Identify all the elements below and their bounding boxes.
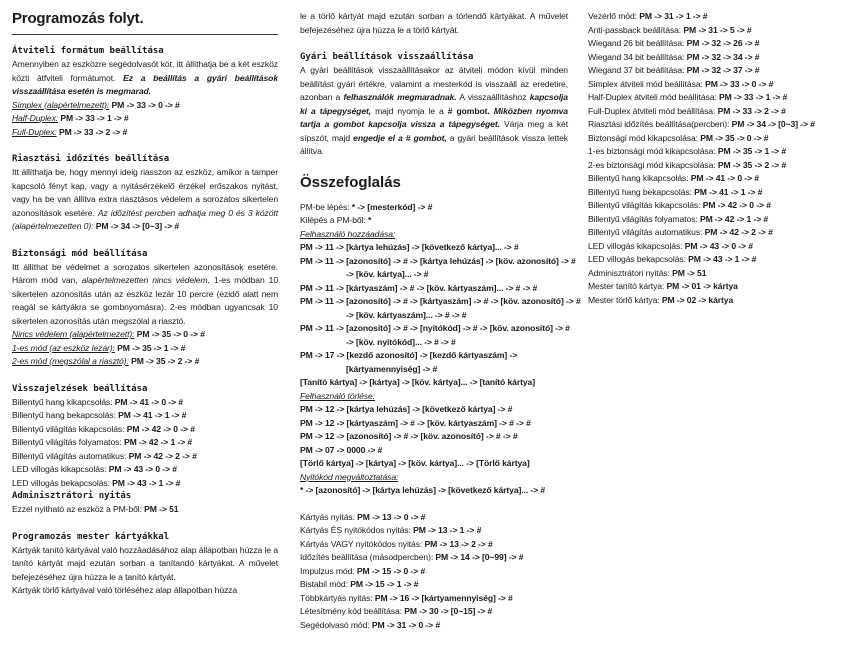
- command-line: [588, 199, 850, 213]
- text: majd nyomja le a: [375, 105, 444, 116]
- command: PM -> 35 -> 2 -> #: [131, 356, 200, 366]
- command: PM -> 33 -> 2 -> #: [58, 126, 128, 137]
- paragraph: Kártyák törlő kártyával való törléséhez alap állapotban húzza: [12, 585, 238, 595]
- command: PM -> 42 -> 2 -> #: [704, 227, 773, 237]
- label: PM-be lépés:: [300, 201, 350, 212]
- label: Billentyű világítás kikapcsolás:: [12, 423, 125, 434]
- command-line: [300, 538, 568, 552]
- command: PM -> 13 -> 0 -> #: [357, 511, 426, 522]
- label: Impulzus mód:: [300, 565, 355, 576]
- command-line: [588, 172, 850, 186]
- command-line: [588, 213, 850, 227]
- command: PM -> 32 -> 37 -> #: [686, 65, 760, 75]
- spacer: [300, 498, 568, 511]
- label: Full-Duplex átviteli mód beállítása:: [588, 105, 716, 116]
- label: Vezérlő mód:: [588, 11, 637, 21]
- command-line: PM -> 07 -> 0000 -> #: [300, 444, 383, 455]
- command-line: [588, 105, 850, 119]
- subheading: Felhasználó törlése:: [300, 390, 375, 401]
- command-line: [588, 24, 850, 38]
- emphasis-text: Miközben nyomva tartja a gombot kapcsolja vissza a tápegységet.: [300, 105, 568, 129]
- section-heading: Programozás mester kártyákkal: [12, 531, 170, 542]
- label: 2-es mód (megszólal a riasztó):: [12, 356, 129, 366]
- label: Simplex (alapértelmezett):: [12, 99, 110, 110]
- command: PM -> 51: [144, 504, 179, 514]
- command-line: PM -> 12 -> [kártya lehúzás] -> [következő kártya] -> #: [300, 404, 513, 414]
- label: Időzítés beállítása (másodpercben):: [300, 552, 434, 562]
- label: Billentyű hang kikapcsolás:: [588, 173, 689, 183]
- label: Riasztási időzítés beállítása(percben):: [588, 119, 730, 129]
- text: 1-es módban 10 sikertelen azonosítás után az eszköz lezár 10 percre (ezidő alatt nem reagál se kártyákra se gombnyomásra), 2-es módban ugyancsak 10 sikertelen azonosítás után megszólal a riasztó.: [12, 275, 279, 326]
- command-line: [12, 112, 278, 126]
- command: PM -> 34 -> [0~3] -> #: [95, 221, 180, 231]
- command: *: [367, 215, 372, 225]
- section-heading: Visszajelzések beállítása: [12, 383, 148, 394]
- command-line: [12, 436, 278, 450]
- label: Billentyű hang bekapcsolás:: [12, 410, 116, 420]
- command-line: PM -> 11 -> [kártyaszám] -> # -> [köv. kártyaszám]... -> # -> #: [300, 282, 538, 293]
- command-line: [12, 503, 278, 517]
- label: Nincs védelem (alapértelmezett):: [12, 329, 135, 339]
- column-middle: [300, 0, 581, 632]
- label: Billentyű világítás automatikus:: [12, 450, 127, 461]
- command: PM -> 42 -> 2 -> #: [128, 450, 197, 461]
- section-heading: Gyári beállítások visszaállítása: [300, 52, 474, 62]
- label: Full-Duplex:: [12, 126, 57, 137]
- command: PM -> 42 -> 1 -> #: [123, 437, 193, 447]
- command: PM -> 15 -> 1 -> #: [350, 579, 419, 589]
- command-line: PM -> 11 -> [azonosító] -> # -> [kártya lehúzás] -> [köv. azonosító] -> #: [300, 255, 576, 266]
- label: Half-Duplex átviteli mód beállítása:: [588, 92, 717, 102]
- command-line: [12, 328, 278, 342]
- label: Wiegand 34 bit beállítása:: [588, 51, 685, 62]
- command: PM -> 35 -> 0 -> #: [136, 329, 205, 339]
- command-line: [12, 99, 278, 113]
- command: PM -> 31 -> 1 -> #: [639, 11, 708, 21]
- section-transfer-format: [12, 45, 278, 139]
- command-line: [588, 186, 850, 200]
- paragraph: le a törlő kártyát majd ezután sorban a törlendő kártyákat. A művelet befejezéséhez újra húzza le a törlő kártyát.: [300, 11, 568, 35]
- label: Billentyű világítás kikapcsolás:: [588, 200, 701, 210]
- label: LED villogás bekapcsolás:: [12, 477, 110, 488]
- command-line: [Törlő kártya] -> [kártya] -> [köv. kártya]... -> [Törlő kártya]: [300, 458, 530, 468]
- label: Billentyű hang kikapcsolás:: [12, 396, 113, 407]
- command-line: [300, 605, 568, 619]
- command-line: PM -> 17 -> [kezdő azonosító] -> [kezdő kártyaszám] ->: [300, 350, 518, 360]
- label: Wiegand 26 bit beállítása:: [588, 38, 685, 48]
- command: PM -> 33 -> 0 -> #: [705, 78, 774, 89]
- emphasis-text: Ez a beállítás a gyári beállítások visszaállítása esetén is megmarad.: [12, 72, 278, 96]
- command-line: [300, 619, 568, 633]
- command-line: [588, 51, 850, 65]
- paragraph: [300, 64, 568, 159]
- command-line: [12, 477, 278, 491]
- italic-text: alapértelmezetten nincs védelem,: [81, 275, 210, 285]
- label: 1-es mód (az eszköz lezár):: [12, 342, 115, 353]
- command-line: -> [köv. nyitókód]... -> # -> #: [346, 336, 456, 347]
- command: PM -> 01 -> kártya: [666, 281, 738, 291]
- label: LED villogás kikapcsolás:: [12, 464, 107, 474]
- command-line: [300, 565, 568, 579]
- label: Ezzel nyitható az eszköz a PM-ből:: [12, 504, 142, 514]
- command: PM -> 41 -> 0 -> #: [114, 396, 183, 407]
- column-right: [588, 10, 850, 307]
- command-line: [300, 551, 568, 565]
- label: Billentyű világítás folyamatos:: [12, 437, 122, 447]
- command: PM -> 42 -> 1 -> #: [699, 213, 769, 224]
- section-alarm-timing: [12, 153, 278, 234]
- command-list: [300, 241, 581, 390]
- command-line: [588, 159, 850, 173]
- command: PM -> 35 -> 1 -> #: [117, 342, 186, 353]
- command-line: [588, 118, 850, 132]
- command-line: [Tanító kártya] -> [kártya] -> [köv. kártya]... -> [tanító kártya]: [300, 377, 535, 387]
- command-line: [300, 592, 568, 606]
- label: LED villogás bekapcsolás:: [588, 254, 686, 264]
- emphasis-text: felhasználók megmaradnak.: [343, 92, 457, 102]
- column-left: [12, 0, 278, 612]
- command-line: [588, 253, 850, 267]
- command: PM -> 51: [672, 267, 707, 278]
- label: Wiegand 37 bit beállítása:: [588, 65, 685, 75]
- paragraph: [12, 261, 278, 329]
- command-line: [588, 280, 850, 294]
- label: Segédolvasó mód:: [300, 619, 370, 630]
- text: Itt állíthat be védelmet a sorozatos sikertelen azonosítások esetére. Három mód van,: [12, 261, 278, 285]
- command-line: PM -> 12 -> [kártyaszám] -> # -> [köv. kártyaszám] -> # -> #: [300, 417, 531, 428]
- command-line: [588, 145, 850, 159]
- command: PM -> 13 -> 2 -> #: [424, 538, 493, 549]
- label: Adminisztrátori nyitás:: [588, 267, 670, 278]
- label: Mester tanító kártya:: [588, 281, 665, 291]
- label: Simplex átviteli mód beállítása:: [588, 78, 703, 89]
- section-master-cards: [12, 531, 278, 598]
- command-line: [300, 578, 568, 592]
- section-heading: Adminisztrátori nyitás: [12, 491, 132, 501]
- paragraph: [12, 166, 278, 234]
- command: PM -> 32 -> 34 -> #: [686, 51, 760, 62]
- paragraph: Kártyák tanító kártyával való hozzáadásához alap állapotban húzza le a tanító kártyát majd ezután sorban a tanítandó kártyákat. A művelet befejezéséhez újra húzza le a tanító kártyát.: [12, 544, 278, 582]
- emphasis-text: kapcsolja ki a tápegységet,: [300, 92, 568, 116]
- command: PM -> 42 -> 0 -> #: [126, 423, 195, 434]
- command-line: [588, 64, 850, 78]
- text: Várja meg a két sípszót, majd: [300, 119, 568, 143]
- section-security-mode: [12, 248, 278, 369]
- emphasis-text: # gombot.: [447, 105, 490, 116]
- command-line: [588, 91, 850, 105]
- label: Biztonsági mód kikapcsolása:: [588, 132, 698, 143]
- label: Kilépés a PM-ből:: [300, 215, 366, 225]
- label: Billentyű hang bekapcsolás:: [588, 186, 692, 197]
- command-line: [12, 450, 278, 464]
- command-line: [12, 355, 278, 369]
- label: Billentyű világítás folyamatos:: [588, 213, 698, 224]
- command-line: [12, 463, 278, 477]
- command: PM -> 43 -> 1 -> #: [112, 477, 181, 488]
- label: LED villogás kikapcsolás:: [588, 240, 683, 251]
- command: PM -> 41 -> 1 -> #: [694, 186, 763, 197]
- command: PM -> 14 -> [0~99] -> #: [435, 552, 524, 562]
- summary-heading: Összefoglalás: [300, 173, 401, 191]
- command-line: PM -> 12 -> [azonosító] -> # -> [köv. azonosító] -> # -> #: [300, 431, 518, 441]
- command-line: [588, 240, 850, 254]
- command-line: [588, 294, 850, 308]
- command: PM -> 15 -> 0 -> #: [356, 565, 426, 576]
- command-list: [12, 396, 278, 491]
- command-line: PM -> 11 -> [kártya lehúzás] -> [következő kártya]... -> #: [300, 242, 519, 252]
- subheading: Felhasználó hozzáadása:: [300, 228, 396, 239]
- command: PM -> 35 -> 2 -> #: [717, 159, 787, 170]
- command-line: [12, 409, 278, 423]
- command: PM -> 16 -> [kártyamennyiség] -> #: [374, 592, 513, 603]
- command-line: [kártyamennyiség] -> #: [346, 363, 438, 374]
- command-line: * -> [azonosító] -> [kártya lehúzás] -> [következő kártya]... -> #: [300, 485, 546, 495]
- section-factory-reset: [300, 51, 568, 159]
- command: PM -> 33 -> 2 -> #: [717, 105, 786, 116]
- label: Bistabil mód:: [300, 579, 348, 589]
- command-line: [588, 78, 850, 92]
- command: PM -> 31 -> 5 -> #: [683, 24, 752, 35]
- command-line: [12, 423, 278, 437]
- text: a gyári beállítások vissza lettek állítva.: [300, 132, 568, 156]
- label: 1-es biztonsági mód kikapcsolása:: [588, 146, 716, 156]
- command: PM -> 33 -> 0 -> #: [111, 99, 180, 110]
- label: Anti-passback beállítása:: [588, 24, 682, 35]
- command-list: [300, 403, 568, 471]
- label: Half-Duplex:: [12, 113, 59, 123]
- command-line: [300, 511, 568, 525]
- command: PM -> 35 -> 0 -> #: [700, 132, 769, 143]
- command-line: -> [köv. kártya]... -> #: [346, 269, 429, 279]
- subheading: Nyitókód megváltoztatása:: [300, 471, 399, 482]
- command-line: PM -> 11 -> [azonosító] -> # -> [kártyaszám] -> # -> [köv. azonosító] -> #: [300, 296, 581, 306]
- command-line: [300, 201, 568, 215]
- label: Létesítmény kód beállítása:: [300, 606, 402, 616]
- command: PM -> 43 -> 1 -> #: [688, 254, 757, 264]
- command: PM -> 31 -> 0 -> #: [371, 619, 441, 630]
- text: A gyári beállítások visszaállításakor az átviteli módon kívül minden beállítást gyári értékre, valamint a mesterkód is visszaáll az eredetire, azonban a: [300, 65, 568, 102]
- page-title: Programozás folyt.: [12, 10, 278, 35]
- emphasis-text: engedje el a # gombot,: [353, 132, 447, 143]
- section-heading: Átviteli formátum beállítása: [12, 46, 164, 56]
- command-line: PM -> 11 -> [azonosító] -> # -> [nyitókód] -> # -> [köv. azonosító] -> #: [300, 323, 570, 333]
- command-line: [588, 37, 850, 51]
- command: PM -> 43 -> 0 -> #: [684, 240, 753, 251]
- command-line: [300, 524, 568, 538]
- command: PM -> 02 -> kártya: [661, 294, 734, 305]
- label: Kártyás ÉS nyitókódos nyitás:: [300, 525, 411, 535]
- command-line: [588, 132, 850, 146]
- italic-text: Az időzítést percben adhatja meg 0 és 3 között (alapértelmezetten 0):: [12, 207, 278, 231]
- label: Kártyás nyitás:: [300, 511, 355, 522]
- command: PM -> 35 -> 1 -> #: [717, 146, 787, 156]
- label: Mester törlő kártya:: [588, 294, 660, 305]
- label: Billentyű világítás automatikus:: [588, 227, 703, 237]
- command: PM -> 41 -> 0 -> #: [690, 173, 759, 183]
- paragraph: [12, 58, 278, 99]
- command: * -> [mesterkód] -> #: [351, 201, 433, 212]
- text: A visszaállításhoz: [459, 92, 527, 102]
- command: PM -> 32 -> 26 -> #: [686, 38, 760, 48]
- command-line: [12, 126, 278, 140]
- command-line: -> [köv. kártyaszám]... -> # -> #: [346, 309, 467, 320]
- command-line: [12, 342, 278, 356]
- text: Itt állíthatja be, hogy mennyi ideig riasszon az eszköz, amikor a tamper kapcsoló fényt kap, vagy a nyitásérzékelő érzékel erőszakos nyitást, vagy ha be van állítva extra riasztásos védelem a sorozatos sikertelen azonosítások esetére.: [12, 167, 278, 218]
- command: PM -> 30 -> [0~15] -> #: [404, 606, 493, 616]
- label: 2-es biztonsági mód kikapcsolása:: [588, 159, 716, 170]
- label: Többkártyás nyitás:: [300, 592, 373, 603]
- command: PM -> 41 -> 1 -> #: [118, 410, 187, 420]
- label: Kártyás VAGY nyitókódos nyitás:: [300, 538, 423, 549]
- command: PM -> 13 -> 1 -> #: [413, 525, 482, 535]
- text: Amennyiben az eszközre segédolvasót köt, itt állíthatja be a két eszköz közti átfviteli formátumot.: [12, 59, 278, 83]
- command-line: [12, 396, 278, 410]
- command: PM -> 42 -> 0 -> #: [702, 200, 771, 210]
- command: PM -> 33 -> 1 -> #: [719, 92, 788, 102]
- command: PM -> 43 -> 0 -> #: [108, 464, 177, 474]
- command-list: [300, 511, 568, 633]
- section-heading: Riasztási időzítés beállítása: [12, 154, 170, 164]
- command: PM -> 34 -> [0~3] -> #: [731, 119, 815, 129]
- command: PM -> 33 -> 1 -> #: [60, 113, 129, 123]
- section-feedback: [12, 383, 278, 517]
- section-heading: Biztonsági mód beállítása: [12, 248, 148, 259]
- command-line: [588, 10, 850, 24]
- command-line: [300, 214, 568, 228]
- command-line: [588, 226, 850, 240]
- command-line: [588, 267, 850, 281]
- command-list: [588, 10, 850, 307]
